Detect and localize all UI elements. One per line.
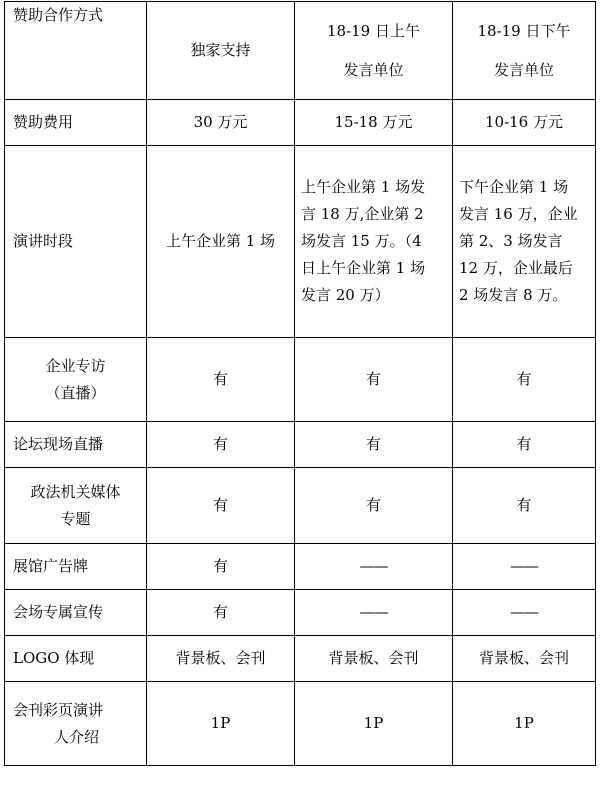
fee-label: 赞助费用 [5, 100, 147, 146]
header-exclusive-cell [147, 2, 295, 100]
forum-live-afternoon: 有 [453, 422, 596, 468]
table-row [5, 468, 596, 544]
speech-slot-morning-line: 发言 20 万） [301, 286, 390, 304]
dash: —— [510, 557, 538, 575]
header-label: 赞助合作方式 [13, 6, 104, 24]
interview-afternoon: 有 [453, 338, 596, 422]
speech-slot-afternoon-line: 下午企业第 1 场 [459, 178, 569, 196]
table-header-row [5, 2, 596, 100]
speech-slot-morning-line: 日上午企业第 1 场 [301, 259, 426, 277]
header-afternoon-cell [453, 2, 596, 100]
speech-slot-afternoon-line: 第 2、3 场发言 [459, 232, 563, 250]
media-special-label: 政法机关媒体 [30, 482, 121, 501]
fee-afternoon: 10-16 万元 [453, 100, 596, 146]
header-exclusive: 独家支持 [190, 41, 251, 59]
header-afternoon-unit: 发言单位 [493, 60, 554, 79]
speech-slot-morning-line: 场发言 15 万。（4 [301, 232, 422, 250]
logo-afternoon: 背景板、会刊 [453, 636, 596, 682]
booth-ad-morning [295, 544, 453, 590]
speech-slot-afternoon-line: 12 万，企业最后 [459, 259, 573, 277]
dash: —— [510, 603, 538, 621]
logo-exclusive: 背景板、会刊 [147, 636, 295, 682]
speech-slot-afternoon-line: 2 场发言 8 万。 [459, 286, 568, 304]
speech-slot-afternoon-line: 发言 16 万，企业 [459, 205, 578, 223]
table-row [5, 338, 596, 422]
media-special-label-cell [5, 468, 147, 544]
speech-slot-exclusive: 上午企业第 1 场 [147, 146, 295, 338]
fee-exclusive: 30 万元 [147, 100, 295, 146]
logo-morning: 背景板、会刊 [295, 636, 453, 682]
dash: —— [359, 603, 388, 621]
interview-label: 企业专访 [45, 356, 106, 375]
booth-ad-afternoon [453, 544, 596, 590]
header-afternoon-date: 18-19 日下午 [477, 21, 571, 40]
header-morning-cell [295, 2, 453, 100]
booth-ad-exclusive: 有 [147, 544, 295, 590]
color-page-exclusive: 1P [147, 682, 295, 766]
venue-promo-exclusive: 有 [147, 590, 295, 636]
color-page-afternoon: 1P [453, 682, 596, 766]
speech-slot-morning-line: 上午企业第 1 场发 [301, 178, 426, 196]
media-special-afternoon: 有 [453, 468, 596, 544]
table-row [5, 590, 596, 636]
logo-label: LOGO 体现 [5, 636, 147, 682]
table-row [5, 100, 596, 146]
forum-live-morning: 有 [295, 422, 453, 468]
speech-slot-label: 演讲时段 [5, 146, 147, 338]
media-special-morning: 有 [295, 468, 453, 544]
header-morning-date: 18-19 日上午 [326, 21, 420, 40]
media-special-exclusive: 有 [147, 468, 295, 544]
booth-ad-label: 展馆广告牌 [5, 544, 147, 590]
interview-label-cell [5, 338, 147, 422]
sponsorship-table [4, 1, 596, 766]
venue-promo-label: 会场专属宣传 [5, 590, 147, 636]
fee-morning: 15-18 万元 [295, 100, 453, 146]
interview-morning: 有 [295, 338, 453, 422]
speech-slot-afternoon [453, 146, 596, 338]
table-row [5, 544, 596, 590]
color-page-label-cell [5, 682, 147, 766]
color-page-morning: 1P [295, 682, 453, 766]
dash: —— [359, 557, 388, 575]
color-page-label-sub: 人介绍 [53, 727, 99, 746]
media-special-label-sub: 专题 [60, 509, 91, 528]
table-row [5, 682, 596, 766]
forum-live-label: 论坛现场直播 [5, 422, 147, 468]
speech-slot-morning-line: 言 18 万,企业第 2 [301, 205, 424, 223]
header-morning-unit: 发言单位 [343, 60, 404, 79]
table-row [5, 422, 596, 468]
table-row [5, 636, 596, 682]
interview-exclusive: 有 [147, 338, 295, 422]
venue-promo-morning [295, 590, 453, 636]
interview-label-sub: （直播） [45, 383, 106, 402]
forum-live-exclusive: 有 [147, 422, 295, 468]
header-label-cell [5, 2, 147, 100]
table-row [5, 146, 596, 338]
venue-promo-afternoon [453, 590, 596, 636]
speech-slot-morning [295, 146, 453, 338]
color-page-label: 会刊彩页演讲 [13, 700, 104, 719]
